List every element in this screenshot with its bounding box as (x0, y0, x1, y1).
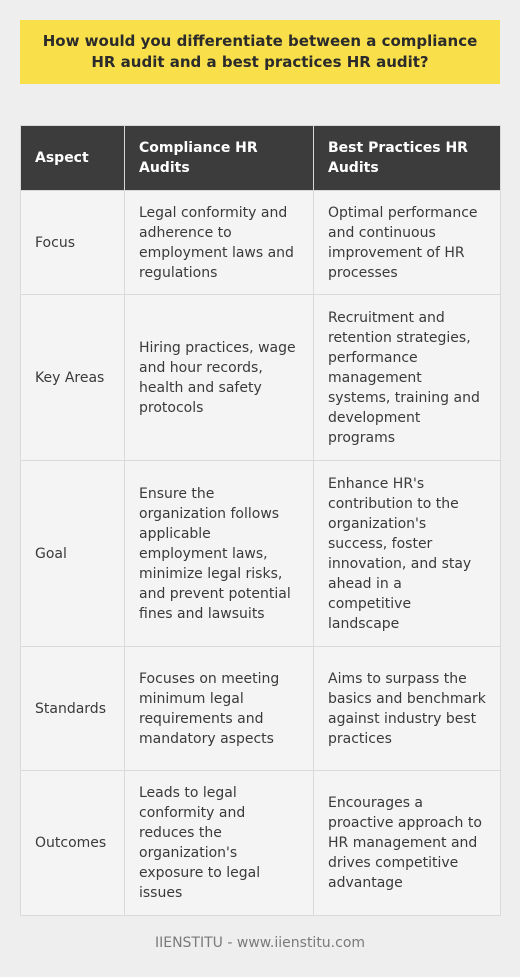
table-header-row (21, 126, 501, 191)
best-practices-cell: Encourages a proactive approach to HR management and drives competitive advantage (314, 771, 501, 916)
best-practices-cell: Optimal performance and continuous improvement of HR processes (314, 191, 501, 295)
page-title: How would you differentiate between a compliance HR audit and a best practices HR audit? (20, 20, 500, 84)
compliance-cell: Legal conformity and adherence to employment laws and regulations (125, 191, 314, 295)
footer-credit: IIENSTITU - www.iienstitu.com (154, 935, 366, 951)
header-best-practices: Best Practices HR Audits (314, 126, 501, 191)
aspect-cell: Goal (21, 461, 125, 647)
aspect-cell: Key Areas (21, 295, 125, 461)
best-practices-cell: Recruitment and retention strategies, performance management systems, training and development programs (314, 295, 501, 461)
table-row (21, 461, 501, 647)
compliance-cell: Leads to legal conformity and reduces the organization's exposure to legal issues (125, 771, 314, 916)
comparison-table (20, 125, 501, 916)
table-row (21, 191, 501, 295)
table-row (21, 771, 501, 916)
best-practices-cell: Enhance HR's contribution to the organization's success, foster innovation, and stay ahead in a competitive landscape (314, 461, 501, 647)
aspect-cell: Standards (21, 647, 125, 771)
aspect-cell: Outcomes (21, 771, 125, 916)
compliance-cell: Focuses on meeting minimum legal requirements and mandatory aspects (125, 647, 314, 771)
compliance-cell: Hiring practices, wage and hour records, health and safety protocols (125, 295, 314, 461)
best-practices-cell: Aims to surpass the basics and benchmark against industry best practices (314, 647, 501, 771)
aspect-cell: Focus (21, 191, 125, 295)
compliance-cell: Ensure the organization follows applicable employment laws, minimize legal risks, and prevent potential fines and lawsuits (125, 461, 314, 647)
table-row (21, 647, 501, 771)
table-row (21, 295, 501, 461)
header-compliance: Compliance HR Audits (125, 126, 314, 191)
header-aspect: Aspect (21, 126, 125, 191)
